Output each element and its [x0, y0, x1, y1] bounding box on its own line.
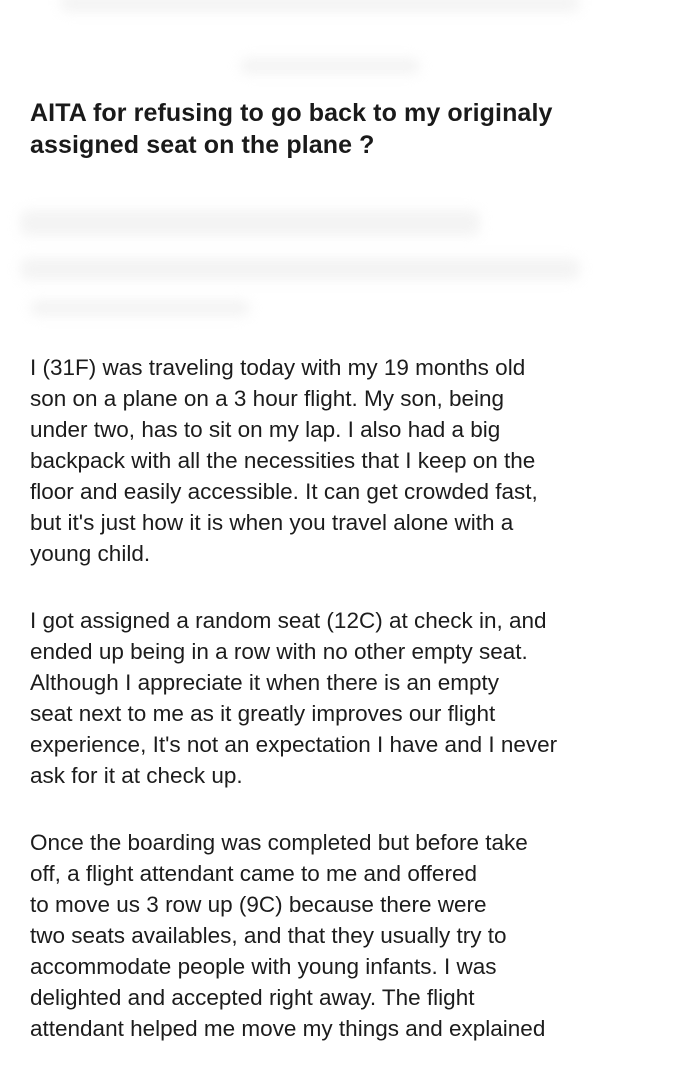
body-line: attendant helped me move my things and explained	[30, 1016, 546, 1041]
body-line: Once the boarding was completed but before take	[30, 830, 528, 855]
body-line: experience, It's not an expectation I have and I never	[30, 732, 558, 757]
post-title-line: assigned seat on the plane ?	[30, 131, 375, 159]
post-title-line: AITA for refusing to go back to my originaly	[30, 99, 553, 127]
blurred-flair	[20, 210, 480, 236]
body-line: ended up being in a row with no other empty seat.	[30, 639, 528, 664]
post-paragraph	[30, 352, 660, 569]
body-line: accommodate people with young infants. I was	[30, 954, 497, 979]
blurred-header-bar	[60, 0, 580, 12]
body-line: under two, has to sit on my lap. I also had a big	[30, 417, 501, 442]
blurred-tag	[30, 300, 250, 316]
body-line: ask for it at check up.	[30, 763, 243, 788]
body-line: to move us 3 row up (9C) because there were	[30, 892, 487, 917]
body-line: two seats availables, and that they usually try to	[30, 923, 507, 948]
body-line: Although I appreciate it when there is an empty	[30, 670, 500, 695]
body-line: seat next to me as it greatly improves our flight	[30, 701, 496, 726]
body-line: floor and easily accessible. It can get crowded fast,	[30, 479, 538, 504]
body-line: I (31F) was traveling today with my 19 months old	[30, 355, 526, 380]
body-line: I got assigned a random seat (12C) at check in, and	[30, 608, 547, 633]
body-line: but it's just how it is when you travel alone with a	[30, 510, 514, 535]
blurred-metadata	[20, 258, 580, 280]
body-line: delighted and accepted right away. The flight	[30, 985, 475, 1010]
post-body	[30, 352, 660, 1080]
post-paragraph	[30, 827, 660, 1044]
post-paragraph	[30, 605, 660, 791]
body-line: young child.	[30, 541, 151, 566]
post-title	[30, 97, 650, 161]
blurred-username	[240, 58, 420, 74]
body-line: off, a flight attendant came to me and offered	[30, 861, 477, 886]
body-line: backpack with all the necessities that I keep on the	[30, 448, 536, 473]
body-line: son on a plane on a 3 hour flight. My son, being	[30, 386, 505, 411]
